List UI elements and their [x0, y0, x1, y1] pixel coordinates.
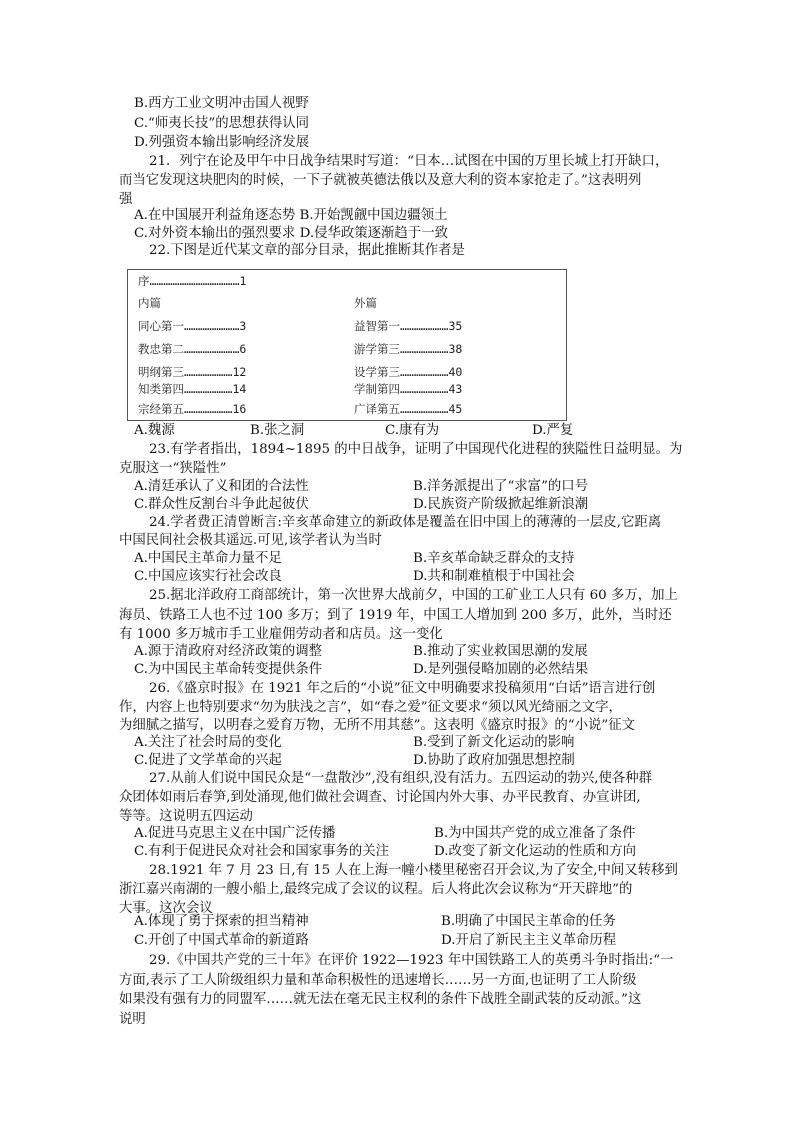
q23-option-c: C.群众性反割台斗争此起彼伏 — [134, 497, 309, 512]
q24-option-c: C.中国应该实行社会改良 — [134, 569, 282, 584]
toc-inner-item: 教忠第二……………………6 — [138, 342, 247, 356]
toc-inner-item: 明纲第三…………………12 — [138, 365, 247, 379]
q27-option-d: D.改变了新文化运动的性质和方向 — [434, 844, 636, 859]
q21-stem-line-1: 21．列宁在论及甲午中日战争结果时写道：“日本…试图在中国的万里长城上打开缺口， — [149, 154, 669, 169]
q21-stem-line-2: 而当它发现这块肥肉的时候，一下子就被英德法俄以及意大利的资本家抢走了。”这表明列 — [119, 173, 642, 188]
q23-option-a: A.清廷承认了义和团的合法性 — [134, 479, 309, 494]
q27-option-a: A.促进马克思主义在中国广泛传播 — [134, 826, 336, 841]
q23-option-d: D.民族资产阶级掀起维新浪潮 — [413, 497, 589, 512]
q26-stem-line-2: 作，内容上也特别要求“勿为肤浅之言”，如“春之爱”征文要求“须以风光绮丽之文字， — [119, 700, 622, 715]
q24-stem-line-1: 24.学者费正清曾断言:辛亥革命建立的新政体是覆盖在旧中国上的薄薄的一层皮,它距离 — [149, 515, 662, 530]
q28-stem-line-3: 大事。这次会议 — [119, 901, 213, 916]
q26-option-a: A.关注了社会时局的变化 — [134, 735, 282, 750]
q28-option-d: D.开启了新民主主义革命历程 — [441, 933, 617, 948]
q23-stem-line-2: 克服这一“狭隘性” — [119, 461, 227, 476]
q28-option-c: C.开创了中国式革命的新道路 — [134, 933, 309, 948]
q23-stem-line-1: 23.有学者指出，1894~1895 的中日战争，证明了中国现代化进程的狭隘性日益明显。为 — [149, 442, 683, 457]
toc-outer-item: 益智第一…………………35 — [354, 319, 463, 333]
toc-inner-item: 同心第一……………………3 — [138, 319, 247, 333]
q20-option-b: B.西方工业文明冲击国人视野 — [134, 96, 309, 111]
q24-option-b: B.辛亥革命缺乏群众的支持 — [413, 551, 575, 566]
q28-stem-line-2: 浙江嘉兴南湖的一艘小船上,最终完成了会议的议程。后人将此次会议称为“开天辟地”的 — [119, 882, 633, 897]
q29-stem-line-3: 如果没有强有力的同盟军……就无法在毫无民主权利的条件下战胜全副武装的反动派。”这 — [119, 992, 642, 1007]
q25-option-b: B.推动了实业救国思潮的发展 — [413, 644, 588, 659]
q29-stem-line-4: 说明 — [119, 1012, 146, 1027]
q26-option-c: C.促进了文学革命的兴起 — [134, 753, 282, 768]
q25-option-d: D.是列强侵略加剧的必然结果 — [413, 662, 589, 677]
q27-stem-line-2: 众团体如雨后春笋,到处涌现,他们做社会调查、讨论国内外大事、办平民教育、办宣讲团, — [119, 790, 641, 805]
toc-outer-item: 学制第四…………………43 — [354, 382, 463, 396]
toc-outer-item: 广译第五…………………45 — [354, 402, 463, 416]
q20-option-c: C.“师夷长技”的思想获得认同 — [134, 116, 310, 131]
q29-stem-line-1: 29.《中国共产党的三十年》在评价 1922—1923 年中国铁路工人的英勇斗争时指出:“一 — [149, 953, 674, 968]
q22-stem: 22.下图是近代某文章的部分目录，据此推断其作者是 — [149, 243, 465, 258]
q26-option-d: D.协助了政府加强思想控制 — [413, 753, 575, 768]
q25-option-a: A.源于清政府对经济政策的调整 — [134, 644, 323, 659]
q25-stem-line-2: 海员、铁路工人也不过 100 多万；到了 1919 年，中国工人增加到 200 多万，此外，当时还 — [119, 608, 672, 623]
q22-option-b: B.张之洞 — [250, 423, 305, 438]
q27-stem-line-1: 27.从前人们说中国民众是“一盘散沙”,没有组织,没有活力。五四运动的勃兴,使各种群 — [149, 771, 653, 786]
q22-table-of-contents — [127, 269, 567, 421]
toc-inner-item: 知类第四…………………14 — [138, 382, 247, 396]
toc-outer-item: 游学第三…………………38 — [354, 342, 463, 356]
q21-options-cd: C.对外资本输出的强烈要求 D.侵华政策逐渐趋于一致 — [134, 226, 448, 241]
toc-outer-title: 外篇 — [354, 296, 377, 310]
q28-stem-line-1: 28.1921 年 7 月 23 日,有 15 人在上海一幢小楼里秘密召开会议,为了安全,中间又转移到 — [149, 863, 678, 878]
toc-inner-title: 内篇 — [138, 296, 161, 310]
q24-option-d: D.共和制难植根于中国社会 — [413, 569, 575, 584]
q26-stem-line-3: 为细腻之描写，以明春之爱育万物，无所不用其慈”。这表明《盛京时报》的“小说”征文 — [119, 718, 635, 733]
q26-option-b: B.受到了新文化运动的影响 — [413, 735, 575, 750]
q26-stem-line-1: 26.《盛京时报》在 1921 年之后的“小说”征文中明确要求投稿须用“白话”语言进行创 — [149, 681, 656, 696]
q23-option-b: B.洋务派提出了“求富”的口号 — [413, 479, 589, 494]
q28-option-a: A.体现了勇于探索的担当精神 — [134, 914, 309, 929]
q22-option-a: A.魏源 — [134, 423, 175, 438]
q27-option-b: B.为中国共产党的成立准备了条件 — [434, 826, 636, 841]
q21-options-ab: A.在中国展开利益角逐态势 B.开始觊觎中国边疆领土 — [134, 208, 448, 223]
q27-stem-line-3: 等等。这说明五四运动 — [119, 809, 253, 824]
toc-inner-item: 宗经第五…………………16 — [138, 402, 247, 416]
toc-outer-item: 设学第三…………………40 — [354, 365, 463, 379]
q22-option-c: C.康有为 — [385, 423, 440, 438]
q24-stem-line-2: 中国民间社会极其遥远.可见,该学者认为当时 — [119, 533, 382, 548]
q25-option-c: C.为中国民主革命转变提供条件 — [134, 662, 323, 677]
q27-option-c: C.有利于促进民众对社会和国家事务的关注 — [134, 844, 390, 859]
q28-option-b: B.明确了中国民主革命的任务 — [441, 914, 616, 929]
q25-stem-line-1: 25.据北洋政府工商部统计，第一次世界大战前夕，中国的工矿业工人只有 60 多万，加上 — [149, 588, 678, 603]
q24-option-a: A.中国民主革命力量不足 — [134, 551, 282, 566]
toc-preface: 序…………………………………1 — [138, 274, 247, 288]
q29-stem-line-2: 方面,表示了工人阶级组织力量和革命积极性的迅速增长……另一方面,也证明了工人阶级 — [119, 973, 637, 988]
q20-option-d: D.列强资本输出影响经济发展 — [134, 135, 310, 150]
q22-option-d: D.严复 — [532, 423, 574, 438]
q21-stem-line-3: 强 — [119, 192, 133, 207]
q25-stem-line-3: 有 1000 多万城市手工业雇佣劳动者和店员。这一变化 — [119, 627, 443, 642]
